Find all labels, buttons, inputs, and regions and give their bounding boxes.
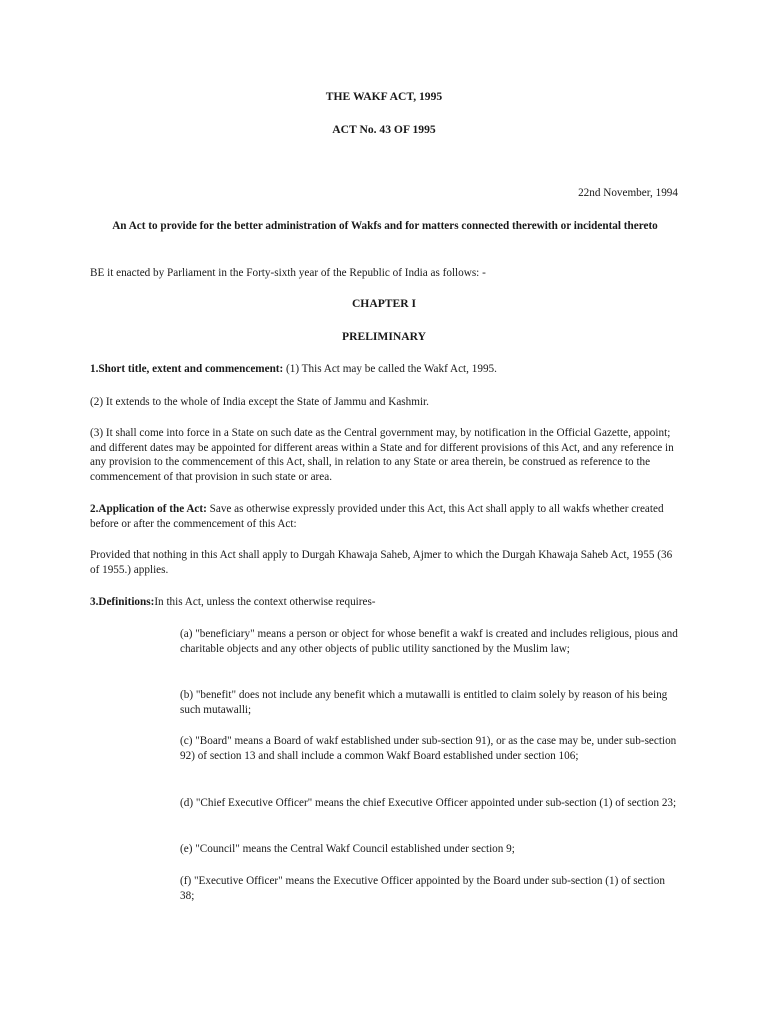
act-number: ACT No. 43 OF 1995	[332, 123, 436, 136]
section-3-heading: 3.Definitions:	[90, 596, 155, 608]
definition-e: (e) "Council" means the Central Wakf Council established under section 9;	[180, 843, 515, 855]
section-1-heading: 1.Short title, extent and commencement:	[90, 363, 284, 375]
section-2-paragraph	[90, 502, 680, 531]
enacting-clause: BE it enacted by Parliament in the Forty-sixth year of the Republic of India as follows: -	[90, 267, 486, 279]
section-2-proviso: Provided that nothing in this Act shall apply to Durgah Khawaja Saheb, Ajmer to which the Durgah Khawaja Saheb Act, 1955 (36 of 1955.) applies.	[90, 549, 673, 576]
section-1-subsection-2: (2) It extends to the whole of India except the State of Jammu and Kashmir.	[90, 396, 429, 408]
section-1-text: (1) This Act may be called the Wakf Act, 1995.	[283, 363, 497, 375]
section-2-heading: 2.Application of the Act:	[90, 503, 207, 515]
long-title: An Act to provide for the better administration of Wakfs and for matters connected therewith or incidental thereto	[112, 220, 658, 232]
chapter-title: PRELIMINARY	[342, 330, 426, 343]
definition-c: (c) "Board" means a Board of wakf established under sub-section 91), or as the case may be, under sub-section 92) of section 13 and shall include a common Wakf Board established under section 106;	[180, 735, 677, 762]
section-1-subsection-3: (3) It shall come into force in a State on such date as the Central government may, by notification in the Official Gazette, appoint; and different dates may be appointed for different areas within a State and for different provisions of this Act, and any reference in any provision to the commencement of this Act, shall, in relation to any State or area therein, be construed as reference to the commencement of that provision in such state or area.	[90, 427, 674, 483]
act-date: 22nd November, 1994	[578, 187, 678, 199]
chapter-number: CHAPTER I	[351, 297, 417, 310]
section-3-text: In this Act, unless the context otherwise requires-	[154, 596, 376, 608]
definition-d: (d) "Chief Executive Officer" means the chief Executive Officer appointed under sub-section (1) of section 23;	[180, 797, 677, 809]
section-2-text: Save as otherwise expressly provided under this Act, this Act shall apply to all wakfs whether created before or after the commencement of this Act:	[90, 503, 664, 530]
section-3-paragraph	[90, 595, 680, 610]
section-1-paragraph	[90, 362, 680, 377]
definition-a: (a) "beneficiary" means a person or object for whose benefit a wakf is created and includes religious, pious and charitable objects and any other objects of public utility sanctioned by the Muslim law;	[180, 628, 678, 655]
act-title: THE WAKF ACT, 1995	[325, 90, 443, 103]
definition-f: (f) "Executive Officer" means the Executive Officer appointed by the Board under sub-section (1) of section 38;	[180, 875, 665, 902]
definition-b: (b) "benefit" does not include any benefit which a mutawalli is entitled to claim solely by reason of his being such mutawalli;	[180, 689, 668, 716]
